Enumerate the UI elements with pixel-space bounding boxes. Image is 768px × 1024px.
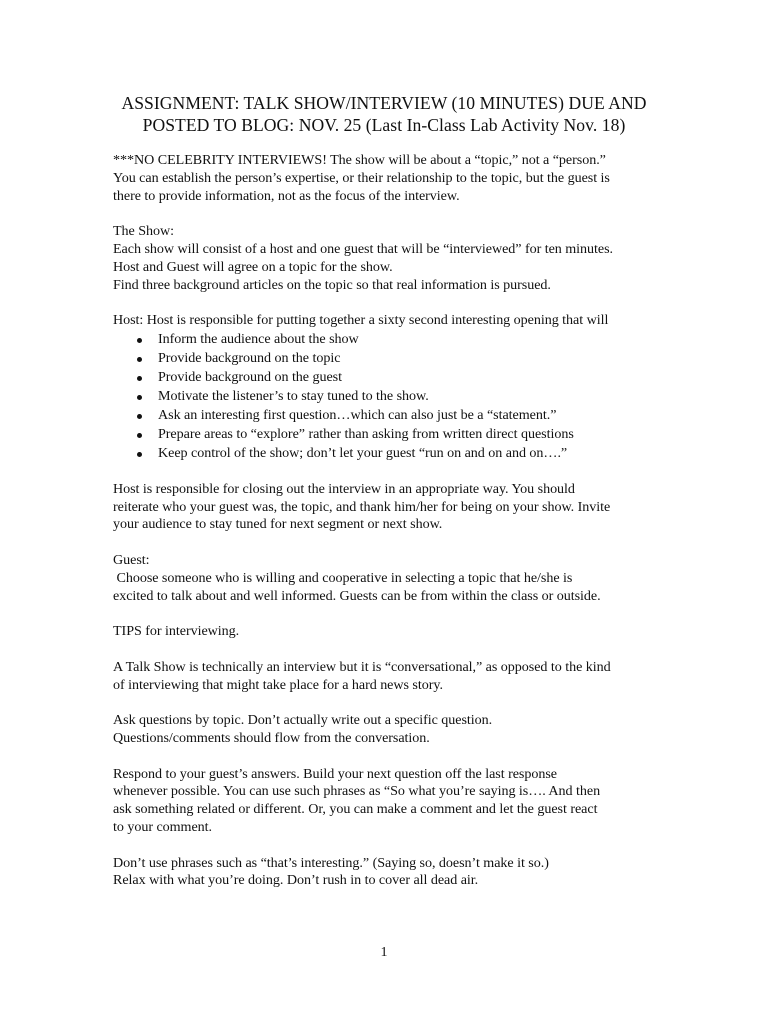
respond-line: Respond to your guest’s answers. Build your next question off the last response bbox=[113, 765, 557, 782]
bullet-icon bbox=[137, 395, 142, 400]
list-item bbox=[113, 406, 673, 425]
tips-heading: TIPS for interviewing. bbox=[113, 623, 240, 640]
respond-paragraph bbox=[113, 766, 673, 837]
bullet-icon bbox=[137, 414, 142, 419]
dont-paragraph bbox=[113, 855, 673, 891]
ask-paragraph bbox=[113, 712, 673, 748]
closing-line: reiterate who your guest was, the topic, and thank him/her for being on your show. Invite bbox=[113, 498, 611, 515]
bullet-icon bbox=[137, 433, 142, 438]
ask-line: Ask questions by topic. Don’t actually write out a specific question. bbox=[113, 712, 493, 729]
host-lead-paragraph bbox=[113, 312, 673, 330]
ask-line: Questions/comments should flow from the conversation. bbox=[113, 729, 430, 746]
dont-line: Don’t use phrases such as “that’s interesting.” (Saying so, doesn’t make it so.) bbox=[113, 854, 549, 871]
bullet-icon bbox=[137, 338, 142, 343]
talkshow-line: A Talk Show is technically an interview but it is “conversational,” as opposed to the kind bbox=[113, 658, 611, 675]
dont-line: Relax with what you’re doing. Don’t rush in to cover all dead air. bbox=[113, 872, 479, 889]
closing-line: your audience to stay tuned for next segment or next show. bbox=[113, 516, 443, 533]
bullet-text: Ask an interesting first question…which can also just be a “statement.” bbox=[158, 406, 557, 423]
guest-heading: Guest: bbox=[113, 551, 150, 568]
talkshow-paragraph bbox=[113, 659, 673, 695]
respond-line: whenever possible. You can use such phrases as “So what you’re saying is…. And then bbox=[113, 783, 601, 800]
list-item bbox=[113, 349, 673, 368]
bullet-text: Provide background on the guest bbox=[158, 368, 342, 385]
intro-line: there to provide information, not as the focus of the interview. bbox=[113, 187, 460, 204]
list-item bbox=[113, 425, 673, 444]
bullet-text: Inform the audience about the show bbox=[158, 330, 359, 347]
list-item bbox=[113, 330, 673, 349]
bullet-icon bbox=[137, 357, 142, 362]
title-line-2: POSTED TO BLOG: NOV. 25 (Last In-Class Lab Activity Nov. 18) bbox=[142, 115, 626, 135]
intro-line: You can establish the person’s expertise, or their relationship to the topic, but the guest is bbox=[113, 169, 610, 186]
bullet-icon bbox=[137, 452, 142, 457]
tips-paragraph bbox=[113, 623, 673, 641]
bullet-icon bbox=[137, 376, 142, 381]
host-bullet-list bbox=[113, 330, 673, 463]
bullet-text: Motivate the listener’s to stay tuned to the show. bbox=[158, 387, 429, 404]
list-item bbox=[113, 387, 673, 406]
show-paragraph bbox=[113, 223, 673, 294]
guest-line: Choose someone who is willing and cooperative in selecting a topic that he/she is bbox=[113, 569, 573, 586]
closing-line: Host is responsible for closing out the interview in an appropriate way. You should bbox=[113, 480, 575, 497]
show-line: Find three background articles on the topic so that real information is pursued. bbox=[113, 276, 551, 293]
talkshow-line: of interviewing that might take place for a hard news story. bbox=[113, 676, 443, 693]
title-line-1: ASSIGNMENT: TALK SHOW/INTERVIEW (10 MINUTES) DUE AND bbox=[121, 93, 647, 113]
document-body bbox=[113, 152, 673, 908]
bullet-text: Keep control of the show; don’t let your guest “run on and on and on….” bbox=[158, 444, 568, 461]
assignment-title bbox=[0, 92, 768, 136]
list-item bbox=[113, 444, 673, 463]
host-lead: Host: Host is responsible for putting together a sixty second interesting opening that will bbox=[113, 312, 609, 329]
respond-line: to your comment. bbox=[113, 818, 213, 835]
closing-paragraph bbox=[113, 481, 673, 534]
respond-line: ask something related or different. Or, you can make a comment and let the guest react bbox=[113, 801, 598, 818]
intro-paragraph bbox=[113, 152, 673, 205]
intro-line: ***NO CELEBRITY INTERVIEWS! The show will be about a “topic,” not a “person.” bbox=[113, 152, 606, 168]
guest-line: excited to talk about and well informed. Guests can be from within the class or outside. bbox=[113, 587, 601, 604]
show-line: Each show will consist of a host and one guest that will be “interviewed” for ten minutes. bbox=[113, 240, 614, 257]
bullet-text: Prepare areas to “explore” rather than asking from written direct questions bbox=[158, 425, 574, 442]
list-item bbox=[113, 368, 673, 387]
show-line: Host and Guest will agree on a topic for the show. bbox=[113, 258, 393, 275]
guest-paragraph bbox=[113, 552, 673, 605]
bullet-text: Provide background on the topic bbox=[158, 349, 341, 366]
page-number: 1 bbox=[380, 944, 388, 960]
show-heading: The Show: bbox=[113, 223, 175, 240]
